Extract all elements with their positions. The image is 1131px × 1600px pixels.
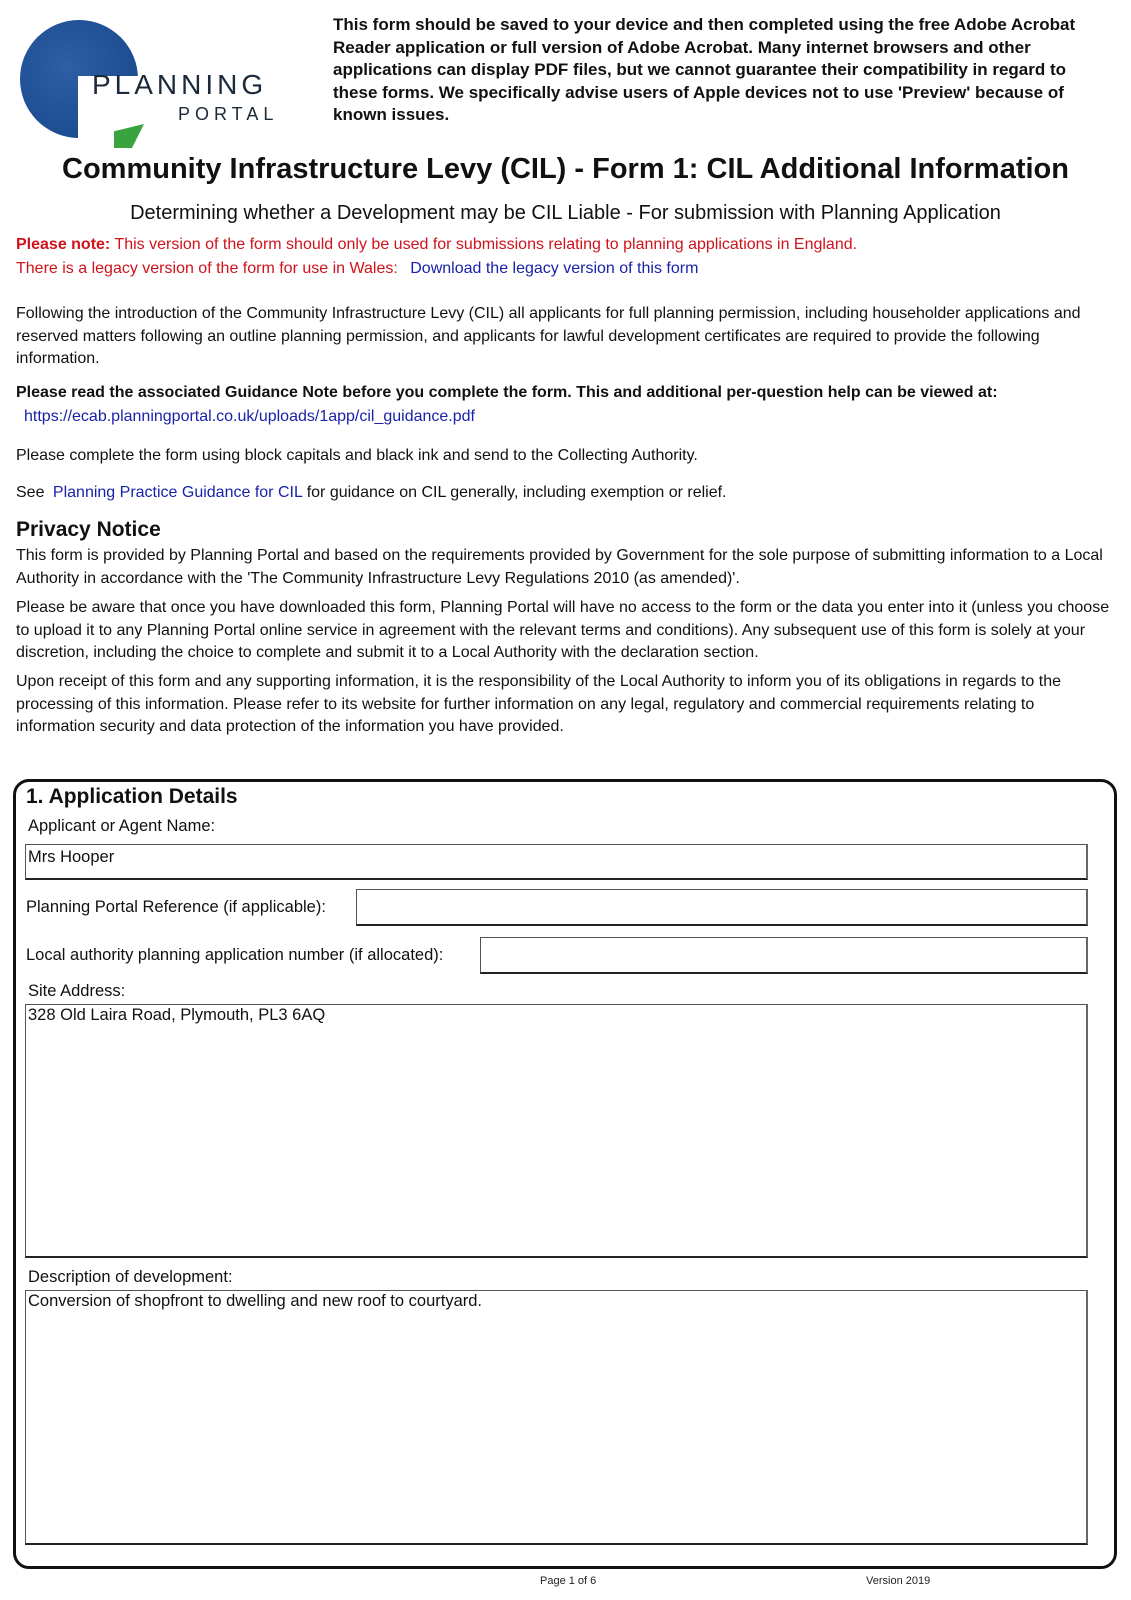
form-subtitle: Determining whether a Development may be CIL Liable - For submission with Planning Application bbox=[130, 202, 1001, 224]
site-address-field[interactable]: 328 Old Laira Road, Plymouth, PL3 6AQ bbox=[25, 1004, 1088, 1258]
planning-portal-logo bbox=[18, 14, 283, 140]
planning-practice-guidance-link[interactable]: Planning Practice Guidance for CIL bbox=[52, 484, 303, 501]
description-field[interactable]: Conversion of shopfront to dwelling and new roof to courtyard. bbox=[25, 1290, 1088, 1545]
wales-legacy-text: There is a legacy version of the form for use in Wales: bbox=[16, 260, 398, 277]
privacy-paragraph-2: Please be aware that once you have downloaded this form, Planning Portal will have no access to the form or the data you enter into it (unless you choose to upload it to any Planning Portal online service in agreement with the relevant terms and conditions). Any subsequent use of this form is solely at your discretion, including the choice to complete and submit it to a Local Authority with the declaration section. bbox=[16, 599, 1110, 661]
england-notice bbox=[16, 234, 1116, 257]
logo-text-planning: PLANNING bbox=[92, 69, 268, 100]
wales-legacy-notice bbox=[16, 258, 1116, 281]
portal-reference-field[interactable] bbox=[356, 889, 1088, 926]
ppg-reference: See Planning Practice Guidance for CIL for guidance on CIL generally, including exemption or relief. bbox=[16, 484, 727, 501]
la-application-number-label: Local authority planning application number (if allocated): bbox=[26, 946, 444, 964]
legacy-form-download-link[interactable]: Download the legacy version of this form bbox=[410, 260, 699, 277]
la-application-number-field[interactable] bbox=[480, 937, 1088, 974]
section-title: 1. Application Details bbox=[26, 785, 238, 808]
privacy-notice-heading: Privacy Notice bbox=[16, 518, 161, 541]
block-capitals-instruction: Please complete the form using block capitals and black ink and send to the Collecting Authority. bbox=[16, 447, 698, 464]
intro-paragraph: Following the introduction of the Community Infrastructure Levy (CIL) all applicants for full planning permission, including householder applications and reserved matters following an outline planning permission, and applicants for lawful development certificates are required to provide the following information. bbox=[16, 305, 1081, 367]
application-details-section bbox=[13, 779, 1117, 1569]
england-notice-text: This version of the form should only be used for submissions relating to planning applications in England. bbox=[110, 236, 858, 253]
form-version: Version 2019 bbox=[866, 1575, 931, 1587]
description-label: Description of development: bbox=[28, 1268, 233, 1286]
page-number: Page 1 of 6 bbox=[540, 1575, 597, 1587]
privacy-paragraph-3: Upon receipt of this form and any supporting information, it is the responsibility of the Local Authority to inform you of its obligations in regards to the processing of this information. Please refer to its website for further information on any legal, regulatory and commercial requirements relating to information security and data protection of the information you have provided. bbox=[16, 673, 1061, 735]
guidance-pdf-link[interactable]: https://ecab.planningportal.co.uk/uploads/1app/cil_guidance.pdf bbox=[24, 408, 475, 425]
portal-reference-label: Planning Portal Reference (if applicable): bbox=[26, 898, 326, 916]
please-note-label: Please note: bbox=[16, 236, 111, 253]
guidance-note-instruction: Please read the associated Guidance Note before you complete the form. This and additional per-question help can be viewed at: bbox=[16, 384, 998, 401]
privacy-paragraph-1: This form is provided by Planning Portal and based on the requirements provided by Government for the sole purpose of submitting information to a Local Authority in accordance with the 'The Community Infrastructure Levy Regulations 2010 (as amended)'. bbox=[16, 547, 1103, 587]
applicant-name-field[interactable]: Mrs Hooper bbox=[25, 844, 1088, 880]
form-title: Community Infrastructure Levy (CIL) - Form 1: CIL Additional Information bbox=[62, 153, 1069, 185]
logo-text-portal: PORTAL bbox=[178, 104, 279, 124]
applicant-name-label: Applicant or Agent Name: bbox=[28, 817, 216, 835]
save-device-note: This form should be saved to your device and then completed using the free Adobe Acrobat Reader application or full version of Adobe Acrobat. Many internet browsers and other applications can display PDF files, but we cannot guarantee their compatibility in regard to these forms. We specifically advise users of Apple devices not to use 'Preview' because of known issues. bbox=[333, 15, 1076, 124]
site-address-label: Site Address: bbox=[28, 982, 126, 1000]
